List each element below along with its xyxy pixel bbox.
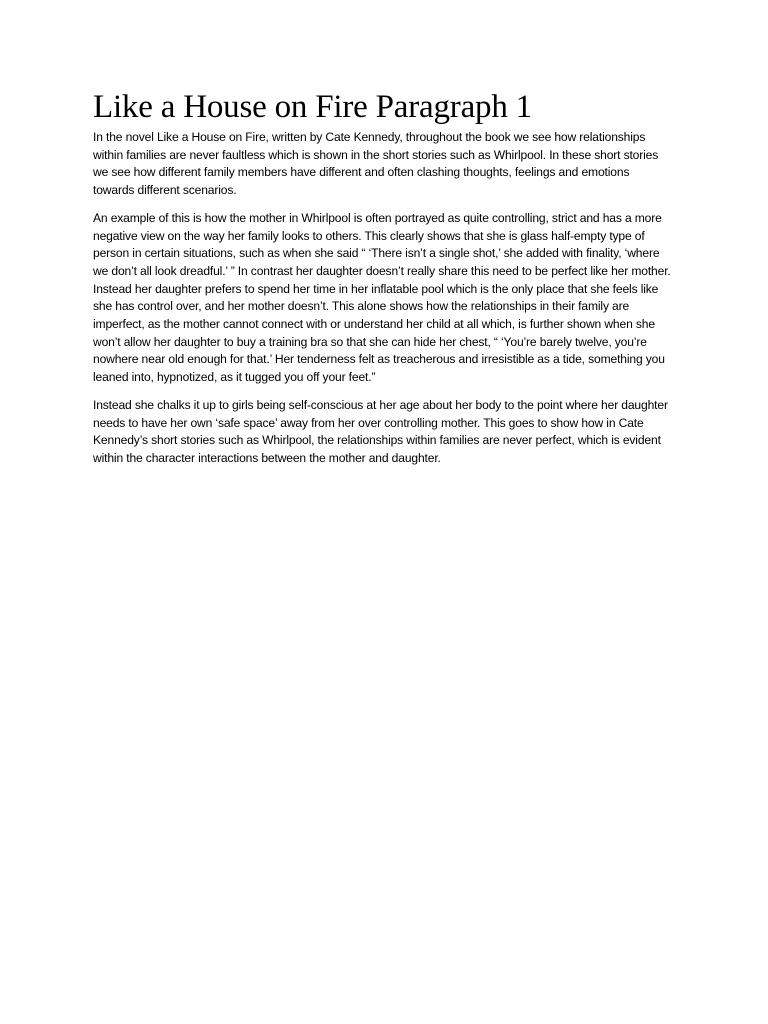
paragraph-conclusion: Instead she chalks it up to girls being self-conscious at her age about her body to the point where her daughter needs to have her own ‘safe space’ away from her over controlling mother. This goes to show how in Cate Kennedy’s short stories such as Whirlpool, the relationships within families are never perfect, which is evident within the character interactions between the mother and daughter. bbox=[93, 397, 668, 465]
document-body bbox=[93, 88, 673, 478]
paragraph-intro: In the novel Like a House on Fire, written by Cate Kennedy, throughout the book we see how relationships within families are never faultless which is shown in the short stories such as Whirlpool. In these short stories we see how different family members have different and often clashing thoughts, feelings and emotions towards different scenarios. bbox=[93, 130, 659, 198]
document-title: Like a House on Fire Paragraph 1 bbox=[93, 89, 532, 125]
paragraph-example: An example of this is how the mother in Whirlpool is often portrayed as quite controlling, strict and has a more negative view on the way her family looks to others. This clearly shows that she is glass half-empty type of person in certain situations, such as when she said “ ‘There isn’t a single shot,’ she added with finality, ‘where we don’t all look dreadful.’ ” In contrast her daughter doesn’t really share this need to be perfect like her mother. Instead her daughter prefers to spend her time in her inflatable pool which is the only place that she feels like she has control over, and her mother doesn’t. This alone shows how the relationships in their family are imperfect, as the mother cannot connect with or understand her child at all which, is further shown when she won’t allow her daughter to buy a training bra so that she can hide her chest, “ ‘You’re barely twelve, you’re nowhere near old enough for that.’ Her tenderness felt as treacherous and irresistible as a tide, something you leaned into, hypnotized, as it tugged you off your feet.” bbox=[93, 210, 671, 385]
